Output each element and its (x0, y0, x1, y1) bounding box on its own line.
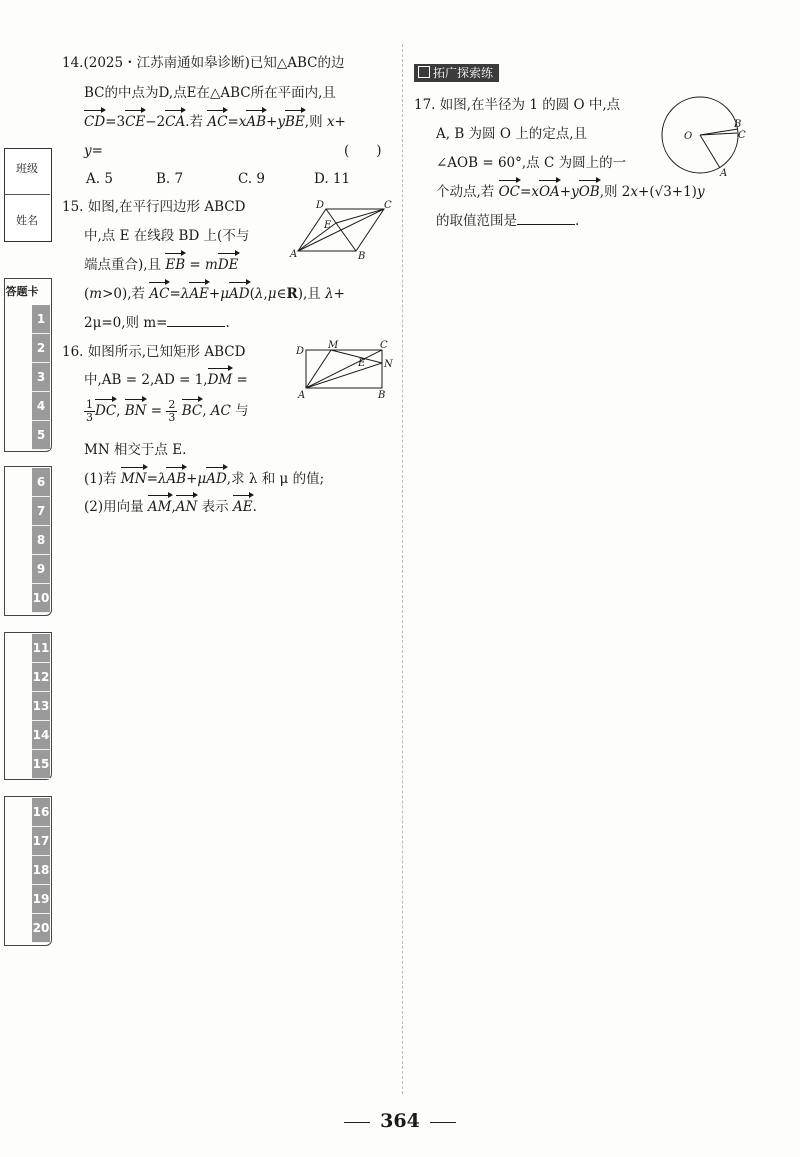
q16-line2-text: 中,AB = 2,AD = 1, (84, 372, 208, 388)
svg-text:C: C (738, 130, 746, 141)
answer-tab-19[interactable]: 19 (32, 885, 50, 914)
q14-line1: 14.(2025・江苏南通如皋诊断)已知△ABC的边 (62, 55, 345, 71)
q15-line2: 中,点 E 在线段 BD 上(不与 (84, 228, 250, 244)
column-divider (402, 44, 403, 1094)
page-number-dash-right (430, 1122, 456, 1123)
svg-text:E: E (358, 358, 366, 369)
answer-tab-4[interactable]: 4 (32, 392, 50, 421)
answer-tab-11[interactable]: 11 (32, 634, 50, 663)
answer-tab-7[interactable]: 7 (32, 497, 50, 526)
answer-tab-6[interactable]: 6 (32, 468, 50, 497)
q16-line2: 中,AB = 2,AD = 1,DM = (84, 367, 248, 393)
answer-tab-14[interactable]: 14 (32, 721, 50, 750)
svg-text:C: C (384, 200, 392, 211)
svg-text:D: D (316, 200, 325, 211)
svg-text:E: E (324, 220, 332, 231)
q16-line4: MN 相交于点 E. (84, 442, 187, 458)
svg-text:B: B (734, 119, 742, 130)
svg-text:C: C (380, 340, 388, 351)
q14-line3: CD=3CE−2CA.若 AC=xAB+yBE,则 x+ (84, 109, 346, 135)
q17-line5-text: 的取值范围是 (436, 213, 517, 229)
answer-tab-15[interactable]: 15 (32, 750, 50, 779)
answer-card-label: 答题卡 (5, 285, 39, 298)
answer-tab-8[interactable]: 8 (32, 526, 50, 555)
svg-text:B: B (378, 390, 386, 401)
q17-line3: ∠AOB = 60°,点 C 为圆上的一 (436, 155, 627, 171)
q15-line5-text: 2μ=0,则 m= (84, 315, 168, 331)
answer-tab-16[interactable]: 16 (32, 798, 50, 827)
q15-answer-blank[interactable] (167, 312, 225, 327)
q16-line3: $\frac{1}{3}$ DC, BN = $\frac{2}{3}$ BC, AC 与 (86, 398, 249, 424)
q17-answer-blank[interactable] (517, 210, 575, 225)
q16-part2-prefix: (2)用向量 (84, 499, 144, 515)
q14-line2: BC的中点为D,点E在△ABC所在平面内,且 (84, 85, 336, 101)
svg-text:A: A (298, 390, 306, 401)
q15-line4: (m>0),若 AC=λAE+μAD(λ,μ∈R),且 λ+ (84, 281, 345, 307)
class-label: 班级 (16, 162, 38, 175)
q14-option-d: D. 11 (314, 171, 351, 187)
svg-text:A: A (290, 249, 298, 260)
answer-tab-10[interactable]: 10 (32, 584, 50, 613)
q17-line4: 个动点,若 OC=xOA+yOB,则 2x+(√3+1)y (436, 179, 705, 205)
answer-tab-18[interactable]: 18 (32, 856, 50, 885)
page-number (0, 1110, 800, 1132)
q14-answer-paren: ( ) (344, 143, 382, 159)
answer-tab-20[interactable]: 20 (32, 914, 50, 943)
q14-option-b: B. 7 (156, 171, 184, 187)
answer-tab-12[interactable]: 12 (32, 663, 50, 692)
q16-part2: (2)用向量 AM,AN 表示 AE. (84, 494, 257, 520)
q17-line5: 的取值范围是 . (436, 208, 579, 234)
page-number-value: 364 (380, 1110, 420, 1132)
answer-tab-17[interactable]: 17 (32, 827, 50, 856)
q14-option-c: C. 9 (238, 171, 266, 187)
q15-line1: 15. 如图,在平行四边形 ABCD (62, 199, 246, 215)
name-label: 姓名 (16, 214, 38, 227)
q17-circle-figure (650, 92, 750, 178)
q17-line1: 17. 如图,在半径为 1 的圆 O 中,点 (414, 97, 621, 113)
section-icon (418, 66, 430, 78)
q16-part1-suffix: ,求 λ 和 μ 的值; (226, 471, 325, 487)
answer-tab-5[interactable]: 5 (32, 421, 50, 450)
q15-line5: 2μ=0,则 m= . (84, 310, 230, 336)
svg-text:N: N (384, 359, 393, 370)
section-tag-label: 拓广探索练 (433, 66, 494, 80)
answer-tab-9[interactable]: 9 (32, 555, 50, 584)
svg-text:D: D (296, 346, 305, 357)
answer-tab-1[interactable]: 1 (32, 305, 50, 334)
svg-text:B: B (358, 251, 366, 261)
q16-part1: (1)若 MN=λAB+μAD,求 λ 和 μ 的值; (84, 466, 324, 492)
q14-line4: y= (84, 143, 103, 159)
svg-text:A: A (720, 168, 728, 178)
page-number-dash-left (344, 1122, 370, 1123)
divider (4, 194, 50, 195)
svg-text:O: O (684, 131, 693, 142)
q15-parallelogram-figure (288, 197, 398, 261)
q15-line3-text: 端点重合),且 (84, 257, 162, 273)
answer-tab-13[interactable]: 13 (32, 692, 50, 721)
svg-text:M: M (328, 340, 339, 351)
q17-line2: A, B 为圆 O 上的定点,且 (436, 126, 587, 142)
answer-tab-3[interactable]: 3 (32, 363, 50, 392)
q16-rectangle-figure (292, 338, 402, 402)
q16-line1: 16. 如图所示,已知矩形 ABCD (62, 344, 246, 360)
q15-line3: 端点重合),且 EB = mDE (84, 252, 239, 278)
answer-tab-2[interactable]: 2 (32, 334, 50, 363)
q14-option-a: A. 5 (86, 171, 113, 187)
section-tag (414, 64, 499, 82)
